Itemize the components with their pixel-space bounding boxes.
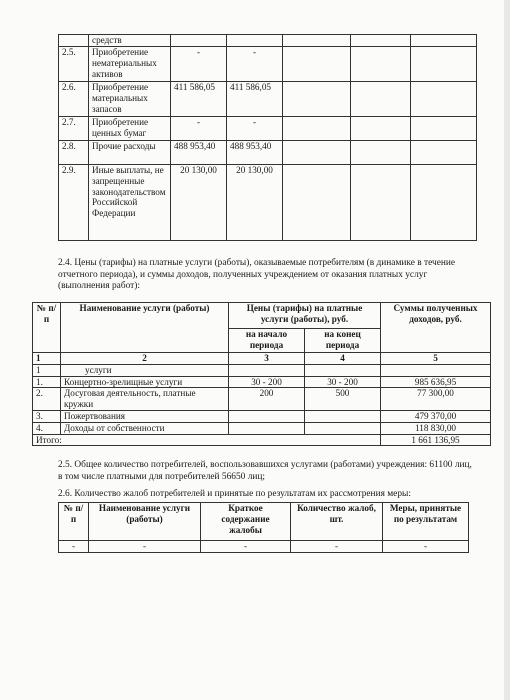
header-end: на конец периода [305, 329, 381, 353]
section-2-6-text: 2.6. Количество жалоб потребителей и принятые по результатам их рассмотрения меры: [58, 489, 411, 499]
row-income: 479 370,00 [381, 410, 491, 422]
row-value-2: 488 953,40 [227, 141, 283, 165]
row-name: Приобретение ценных бумаг [89, 117, 171, 141]
row-value-1: 411 586,05 [171, 82, 227, 117]
header-income: Суммы полученных доходов, руб. [381, 303, 491, 353]
row-start: 200 [229, 388, 305, 411]
row-income: 118 830,00 [381, 422, 491, 434]
row-value-1: 20 130,00 [171, 165, 227, 241]
header-summary: Краткое содержание жалобы [201, 503, 291, 541]
row-value-2: - [227, 47, 283, 82]
row-name: Досуговая деятельность, платные кружки [61, 388, 229, 411]
header-num: № п/п [33, 303, 61, 353]
row-value-2: 411 586,05 [227, 82, 283, 117]
row-name: Прочие расходы [89, 141, 171, 165]
row-name: Иные выплаты, не запрещенные законодательством Российской Федерации [89, 165, 171, 241]
total-value: 1 661 136,95 [381, 434, 491, 446]
section-2-4-text: 2.4. Цены (тарифы) на платные услуги (работы), оказываемые потребителям (в динамике в течение отчетного периода), и суммы доходов, полученных учреждением от оказания платных услуг (выполнения работ): [58, 258, 456, 291]
section-2-5-text: 2.5. Общее количество потребителей, воспользовавшихся услугами (работами) учреждения: 61100 лиц, в том числе платными для потребителей 56650 лиц; [58, 460, 472, 482]
row-name: услуги [61, 364, 229, 376]
row-num: 2.8. [59, 141, 89, 165]
row-end: 30 - 200 [305, 376, 381, 388]
page-edge [504, 0, 510, 700]
row-num: 2.9. [59, 165, 89, 241]
table-row [59, 47, 477, 82]
row-name: Приобретение материальных запасов [89, 82, 171, 117]
row-num: 2.6. [59, 82, 89, 117]
row-num [59, 35, 89, 47]
header-count: Количество жалоб, шт. [291, 503, 383, 541]
row-name: средств [89, 35, 171, 47]
table-header-row [33, 303, 491, 329]
row-value-1: - [171, 117, 227, 141]
header-num: № п/п [59, 503, 89, 541]
table-row [59, 35, 477, 47]
table-row: - - - - - [59, 541, 469, 553]
row-name: Концертно-зрелищные услуги [61, 376, 229, 388]
row-num: 2. [33, 388, 61, 411]
table-row [33, 422, 491, 434]
row-value-2: - [227, 117, 283, 141]
row-num: 1 [33, 364, 61, 376]
total-row [33, 434, 491, 446]
table-row [33, 376, 491, 388]
prices-table [32, 302, 491, 446]
row-num: 2.7. [59, 117, 89, 141]
row-num: 4. [33, 422, 61, 434]
row-income: 985 636,95 [381, 376, 491, 388]
total-label: Итого: [33, 434, 381, 446]
table-header-row [59, 503, 469, 541]
row-num: 3. [33, 410, 61, 422]
row-value-1: - [171, 47, 227, 82]
header-measures: Меры, принятые по результатам [383, 503, 469, 541]
table-row [59, 117, 477, 141]
table-row [59, 82, 477, 117]
header-name: Наименование услуги (работы) [89, 503, 201, 541]
expenses-table [58, 34, 477, 241]
row-end: 500 [305, 388, 381, 411]
header-name: Наименование услуги (работы) [61, 303, 229, 353]
index-row: 1 2 3 4 5 [33, 353, 491, 365]
table-row [33, 364, 491, 376]
row-start: 30 - 200 [229, 376, 305, 388]
header-prices: Цены (тарифы) на платные услуги (работы), руб. [229, 303, 381, 329]
row-name: Приобретение нематериальных активов [89, 47, 171, 82]
row-num: 2.5. [59, 47, 89, 82]
row-name: Доходы от собственности [61, 422, 229, 434]
row-num: 1. [33, 376, 61, 388]
header-start: на начало периода [229, 329, 305, 353]
table-row [59, 141, 477, 165]
complaints-table [58, 502, 469, 553]
table-row [33, 410, 491, 422]
row-name: Пожертвования [61, 410, 229, 422]
row-income: 77 300,00 [381, 388, 491, 411]
table-row [33, 388, 491, 411]
row-value-2: 20 130,00 [227, 165, 283, 241]
row-value-1: 488 953,40 [171, 141, 227, 165]
table-row [59, 165, 477, 241]
